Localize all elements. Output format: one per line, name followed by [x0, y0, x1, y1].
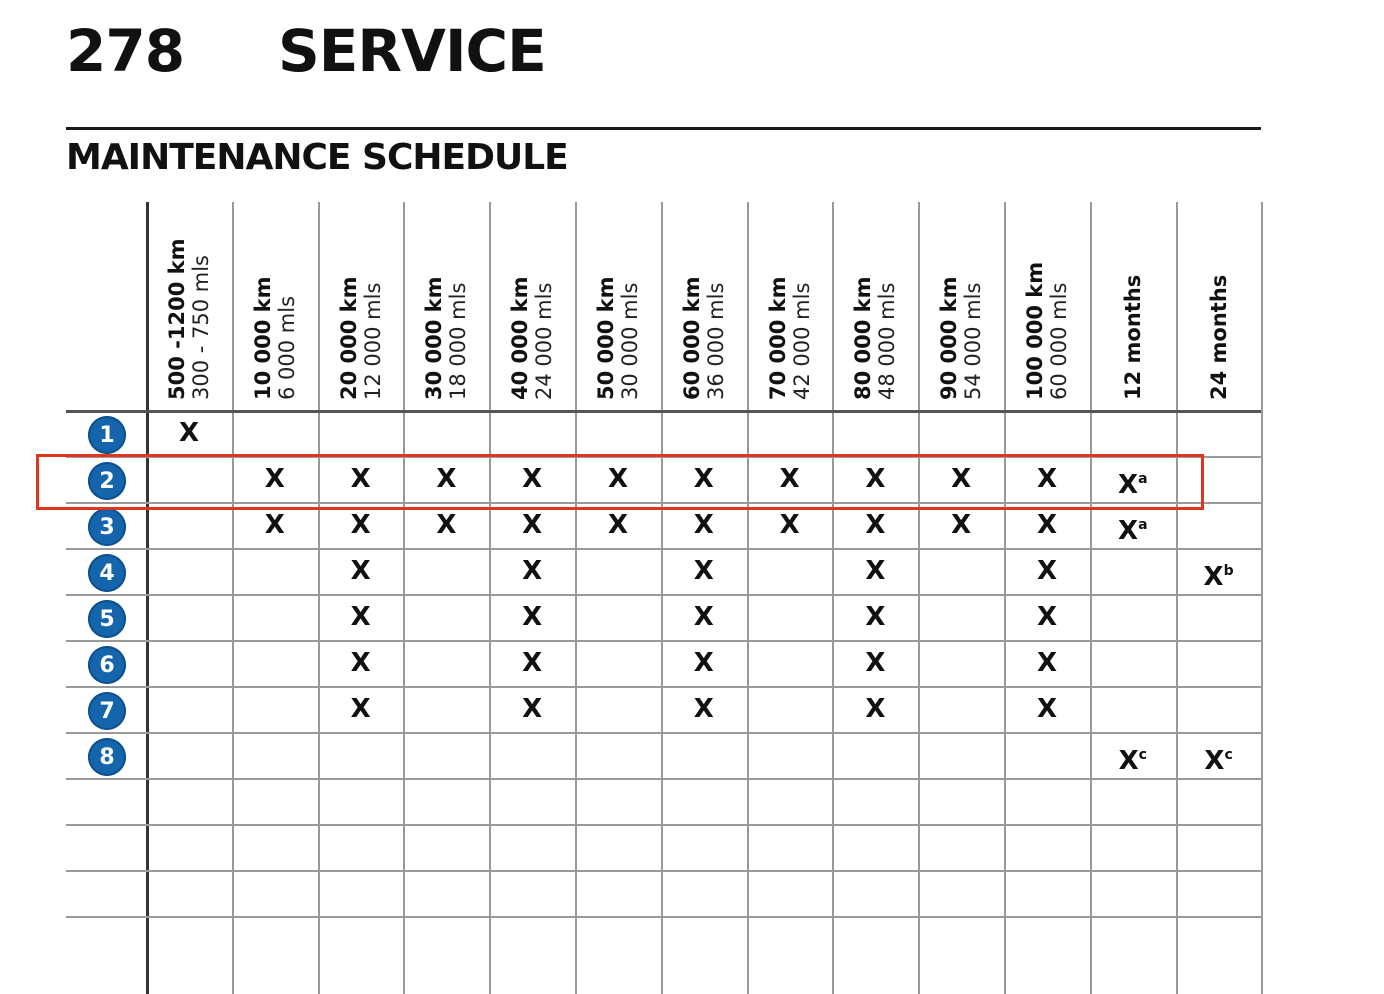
mark-x: X [865, 510, 886, 540]
schedule-mark [318, 594, 404, 640]
mark-x: X [1118, 516, 1139, 546]
column-header-text [1023, 261, 1071, 400]
mark-x: X [693, 648, 714, 678]
mark-footnote: a [1138, 471, 1148, 487]
mark-x: X [1036, 556, 1058, 586]
row-divider [66, 916, 1261, 918]
header-km-label: 50 000 km [594, 276, 618, 400]
item-number-badge: 6 [88, 646, 126, 684]
mark-x: X [865, 464, 886, 494]
mark-footnote: c [1138, 747, 1147, 763]
schedule-mark [489, 686, 575, 732]
column-header-text [594, 276, 642, 400]
mark-x: X [693, 694, 714, 724]
highlight-row-2 [36, 454, 1204, 510]
column-header [1090, 202, 1176, 410]
mark-x: X [178, 418, 200, 448]
header-km-label: 20 000 km [336, 276, 361, 400]
item-number-badge: 2 [88, 462, 126, 500]
mark-x: X [522, 602, 543, 632]
mark-x: X [693, 464, 714, 494]
header-mls-label: 24 000 mls [532, 282, 557, 400]
header-km-label: 40 000 km [508, 276, 533, 400]
schedule-mark [832, 686, 918, 732]
mark-x: X [1036, 694, 1058, 724]
row-divider [66, 732, 1261, 734]
mark-x: X [779, 510, 800, 540]
column-divider [1261, 202, 1263, 994]
header-mls-label: 36 000 mls [703, 282, 728, 400]
schedule-mark [661, 686, 747, 732]
header-km-label: 30 000 km [422, 276, 447, 400]
page-number: 278 [66, 17, 185, 85]
mark-x: X [1118, 470, 1139, 500]
mark-footnote: c [1224, 747, 1233, 763]
header-mls-label: 42 000 mls [789, 282, 814, 400]
schedule-mark [489, 548, 575, 594]
column-header-text [422, 276, 471, 400]
column-header-text [508, 276, 557, 400]
mark-x: X [1204, 746, 1225, 776]
row-divider [66, 410, 1261, 413]
item-number-badge: 7 [88, 692, 126, 730]
header-mls-label: 6 000 mls [274, 295, 299, 400]
item-number-badge: 4 [88, 554, 126, 592]
mark-x: X [607, 510, 629, 540]
item-number-badge: 3 [88, 508, 126, 546]
row-divider [66, 870, 1261, 872]
column-header [832, 202, 918, 410]
mark-x: X [1203, 562, 1224, 592]
column-header [1176, 202, 1262, 410]
schedule-mark [661, 594, 747, 640]
mark-x: X [436, 464, 457, 494]
header-mls-label: 30 000 mls [618, 282, 642, 400]
mark-x: X [522, 510, 543, 540]
column-header-text [165, 238, 213, 400]
row-divider [66, 778, 1261, 780]
mark-x: X [865, 648, 886, 678]
header-mls-label: 48 000 mls [875, 282, 900, 400]
mark-x: X [1036, 602, 1058, 632]
mark-x: X [951, 510, 972, 540]
schedule-mark [661, 548, 747, 594]
schedule-mark [832, 548, 918, 594]
header-km-label: 80 000 km [851, 276, 876, 400]
schedule-mark [1004, 594, 1090, 640]
mark-footnote: a [1138, 517, 1148, 533]
column-header-text [679, 276, 728, 400]
mark-x: X [693, 510, 714, 540]
header-mls-label: 18 000 mls [446, 282, 471, 400]
mark-x: X [264, 510, 285, 540]
mark-x: X [264, 464, 285, 494]
mark-x: X [350, 556, 371, 586]
schedule-mark [1004, 686, 1090, 732]
header-km-label: 90 000 km [937, 276, 962, 400]
column-header [489, 202, 575, 410]
column-header [575, 202, 661, 410]
header-km-label: 100 000 km [1023, 261, 1047, 400]
mark-x: X [1036, 648, 1058, 678]
mark-footnote: b [1223, 563, 1234, 579]
mark-x: X [1118, 746, 1139, 776]
mark-x: X [522, 556, 543, 586]
column-header [403, 202, 489, 410]
mark-x: X [350, 464, 371, 494]
header-km-label: 70 000 km [765, 276, 790, 400]
mark-x: X [436, 510, 457, 540]
mark-x: X [607, 464, 629, 494]
schedule-mark [489, 594, 575, 640]
mark-x: X [350, 510, 371, 540]
schedule-mark [1004, 548, 1090, 594]
column-header-text [937, 276, 986, 400]
column-header [661, 202, 747, 410]
mark-x: X [693, 602, 714, 632]
header-km-label: 12 months [1120, 274, 1145, 400]
column-header-text [1120, 274, 1145, 400]
column-header-text [250, 276, 299, 400]
schedule-mark [832, 594, 918, 640]
column-header-text [336, 276, 385, 400]
mark-x: X [350, 694, 371, 724]
schedule-mark [318, 548, 404, 594]
column-header [146, 202, 232, 410]
column-header [318, 202, 404, 410]
schedule-mark [661, 640, 747, 686]
mark-x: X [522, 464, 543, 494]
mark-x: X [350, 602, 371, 632]
schedule-mark [318, 640, 404, 686]
column-header [918, 202, 1004, 410]
mark-x: X [522, 694, 543, 724]
header-km-label: 24 months [1206, 274, 1231, 400]
column-header-text [765, 276, 814, 400]
row-divider [66, 824, 1261, 826]
mark-x: X [865, 694, 886, 724]
mark-x: X [1036, 464, 1058, 494]
header-km-label: 10 000 km [250, 276, 275, 400]
schedule-mark [832, 640, 918, 686]
header-mls-label: 300 - 750 mls [189, 254, 213, 400]
header-km-label: 500 -1200 km [165, 238, 189, 400]
column-header-text [851, 276, 900, 400]
header-mls-label: 54 000 mls [961, 282, 986, 400]
schedule-mark [1004, 640, 1090, 686]
chapter-title: SERVICE [278, 17, 546, 85]
item-number-badge: 8 [88, 738, 126, 776]
mark-x: X [522, 648, 543, 678]
column-header [1004, 202, 1090, 410]
item-number-badge: 1 [88, 416, 126, 454]
schedule-mark [318, 686, 404, 732]
mark-x: X [865, 602, 886, 632]
header-mls-label: 12 000 mls [360, 282, 385, 400]
column-header [747, 202, 833, 410]
mark-x: X [951, 464, 972, 494]
schedule-mark [489, 640, 575, 686]
schedule-mark [1176, 732, 1262, 784]
header-km-label: 60 000 km [679, 276, 704, 400]
schedule-mark [1090, 732, 1176, 784]
header-mls-label: 60 000 mls [1047, 282, 1071, 400]
mark-x: X [1036, 510, 1058, 540]
schedule-mark [1176, 548, 1262, 600]
mark-x: X [693, 556, 714, 586]
mark-x: X [865, 556, 886, 586]
item-number-badge: 5 [88, 600, 126, 638]
column-header-text [1206, 274, 1231, 400]
section-title: MAINTENANCE SCHEDULE [66, 137, 568, 178]
mark-x: X [350, 648, 371, 678]
column-header [232, 202, 318, 410]
mark-x: X [779, 464, 800, 494]
schedule-mark [146, 410, 232, 456]
